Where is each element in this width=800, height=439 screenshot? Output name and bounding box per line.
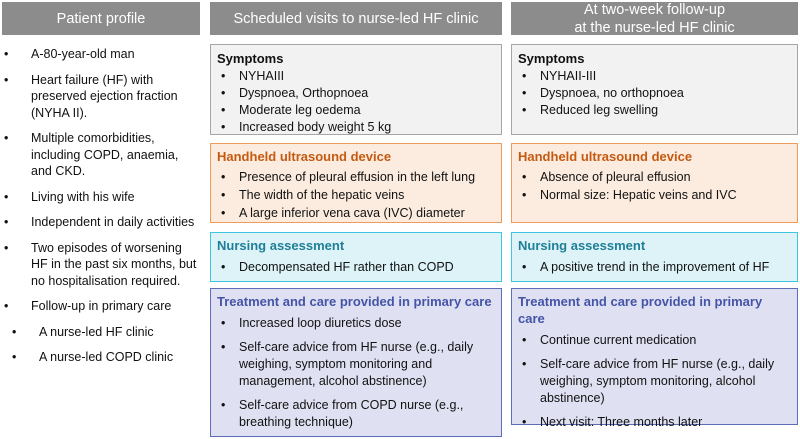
scheduled-treatment-box — [210, 288, 502, 437]
ultrasound-item: • The width of the hepatic veins — [217, 187, 495, 204]
profile-item: • Independent in daily activities — [4, 214, 200, 231]
followup-header-line2: at the nurse-led HF clinic — [574, 19, 735, 36]
profile-item: • Living with his wife — [4, 189, 200, 206]
nursing-item: • Decompensated HF rather than COPD — [217, 259, 495, 276]
patient-profile-header-text: Patient profile — [56, 10, 146, 27]
profile-item: • A-80-year-old man — [4, 46, 200, 63]
symptom-item: • Moderate leg oedema — [217, 102, 495, 119]
symptom-item: • NYHAIII — [217, 68, 495, 85]
symptom-item: • Increased body weight 5 kg — [217, 119, 495, 136]
ultrasound-item: • Presence of pleural effusion in the left lung — [217, 169, 495, 186]
followup-treatment-title: Treatment and care provided in primary care — [518, 294, 763, 326]
scheduled-symptoms-title: Symptoms — [217, 51, 284, 66]
scheduled-ultrasound-title: Handheld ultrasound device — [217, 149, 392, 164]
profile-subitem: • A nurse-led HF clinic — [12, 324, 200, 341]
patient-profile-header — [2, 2, 200, 35]
symptom-item: • NYHAII-III — [518, 68, 791, 85]
ultrasound-item: • Normal size: Hepatic veins and IVC — [518, 187, 791, 204]
symptom-item: • Reduced leg swelling — [518, 102, 791, 119]
nursing-item: • A positive trend in the improvement of HF — [518, 259, 791, 276]
treatment-item: • Next visit: Three months later — [518, 414, 791, 431]
followup-nursing-title: Nursing assessment — [518, 238, 646, 253]
followup-nursing-box — [511, 232, 798, 282]
followup-ultrasound-title: Handheld ultrasound device — [518, 149, 693, 164]
treatment-item: • Self-care advice from COPD nurse (e.g., breathing technique) — [217, 397, 495, 431]
scheduled-treatment-title: Treatment and care provided in primary care — [217, 294, 492, 309]
profile-item: • Multiple comorbidities, including COPD, anaemia, and CKD. — [4, 130, 200, 180]
followup-symptoms-box — [511, 44, 798, 135]
ultrasound-item: • A large inferior vena cava (IVC) diameter — [217, 205, 495, 222]
followup-header — [511, 2, 798, 35]
followup-treatment-box — [511, 288, 798, 429]
scheduled-visits-header-text: Scheduled visits to nurse-led HF clinic — [233, 10, 479, 27]
followup-symptoms-title: Symptoms — [518, 51, 585, 66]
scheduled-visits-header — [210, 2, 502, 35]
treatment-item: • Self-care advice from HF nurse (e.g., daily weighing, symptom monitoring, alcohol abstinence) — [518, 356, 791, 407]
scheduled-symptoms-box — [210, 44, 502, 135]
profile-subitem: • A nurse-led COPD clinic — [12, 349, 200, 366]
treatment-item: • Increased loop diuretics dose — [217, 315, 495, 332]
symptom-item: • Dyspnoea, no orthopnoea — [518, 85, 791, 102]
scheduled-nursing-box — [210, 232, 502, 282]
symptom-item: • Dyspnoea, Orthopnoea — [217, 85, 495, 102]
followup-header-line1: At two-week follow-up — [583, 1, 726, 18]
scheduled-ultrasound-box — [210, 143, 502, 223]
treatment-item: • Self-care advice from HF nurse (e.g., daily weighing, symptom monitoring and management, alcohol abstinence) — [217, 339, 495, 390]
profile-item: • Follow-up in primary care — [4, 298, 200, 315]
treatment-item: • Continue current medication — [518, 332, 791, 349]
scheduled-nursing-title: Nursing assessment — [217, 238, 345, 253]
profile-item: • Heart failure (HF) with preserved ejection fraction (NYHA II). — [4, 72, 200, 122]
patient-profile-list — [4, 46, 200, 375]
ultrasound-item: • Absence of pleural effusion — [518, 169, 791, 186]
profile-item: • Two episodes of worsening HF in the past six months, but no hospitalisation required. — [4, 240, 200, 290]
followup-ultrasound-box — [511, 143, 798, 223]
